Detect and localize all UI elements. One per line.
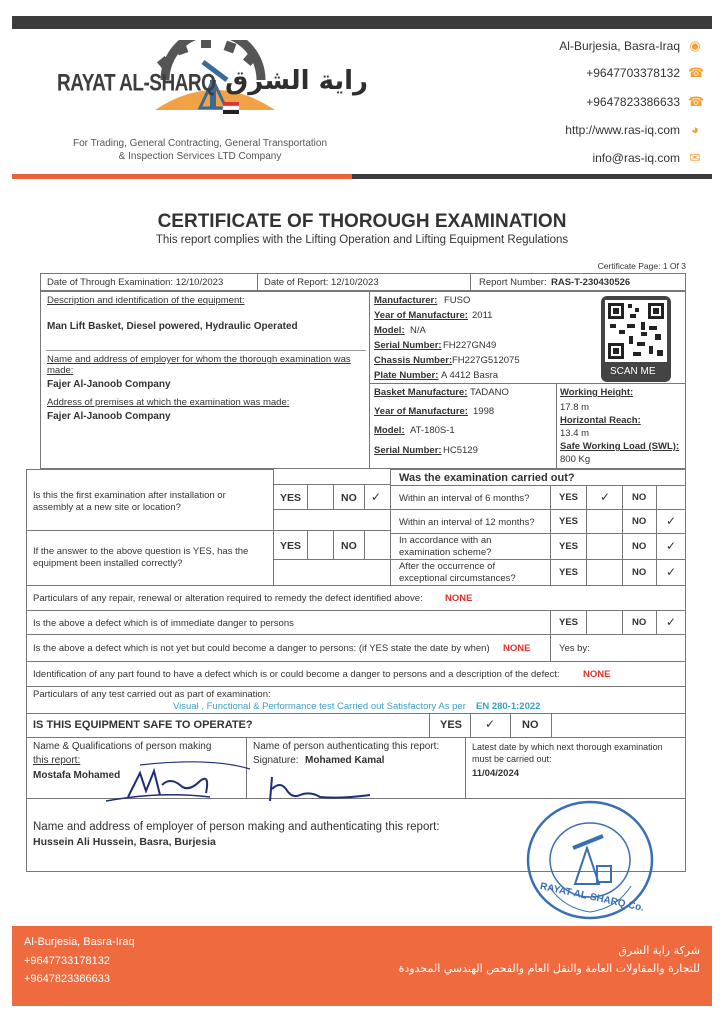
identification-text: Identification of any part found to have a defect which is or could become a danger to persons and a description of the defect: <box>33 669 560 680</box>
check-icon: ✓ <box>485 717 496 731</box>
q1-yes-box[interactable] <box>307 484 334 510</box>
scheme-yes-cell[interactable] <box>550 533 587 560</box>
safe-yes-box[interactable] <box>470 713 511 738</box>
immediate-text: Is the above a defect which is of immediate danger to persons <box>33 618 294 629</box>
scheme-yes-box[interactable] <box>586 533 623 560</box>
check-icon: ✓ <box>666 615 677 629</box>
phone-icon: ☎ <box>688 65 705 80</box>
report-number-cell <box>470 273 686 291</box>
auth-name: Mohamed Kamal <box>305 755 385 766</box>
tagline-line-1: For Trading, General Contracting, General Transportation <box>72 138 328 149</box>
basket-manufacturer-label: Basket Manufacture: <box>374 387 468 398</box>
report-number-label: Report Number: <box>479 277 547 288</box>
vehicle-plate: A 4412 Basra <box>441 370 499 381</box>
basket-model: AT-180S-1 <box>410 425 455 436</box>
interval12-no-cell[interactable] <box>622 509 657 534</box>
vehicle-chassis: FH227G512075 <box>452 355 520 366</box>
safe-no-box[interactable] <box>551 713 686 738</box>
contact-email-text[interactable]: info@ras-iq.com <box>592 151 680 165</box>
next-exam-date: 11/04/2024 <box>472 768 520 779</box>
yes-by-cell <box>550 634 686 662</box>
scheme-text: In accordance with an examination scheme? <box>399 535 492 558</box>
working-height-label: Working Height: <box>560 387 634 398</box>
q1-yes: YES <box>280 492 302 504</box>
basket-manufacturer: TADANO <box>470 387 509 398</box>
q1-blank-cell <box>273 509 391 531</box>
scheme-yes: YES <box>559 541 579 552</box>
interval6-no: NO <box>632 492 647 503</box>
safe-no-cell[interactable] <box>510 713 552 738</box>
immediate-no-cell[interactable] <box>622 610 657 635</box>
scan-me-label: SCAN ME <box>610 366 656 377</box>
notyet-row <box>26 634 551 662</box>
interval12-text: Within an interval of 12 months? <box>399 517 535 528</box>
test-standard: EN 280-1:2022 <box>476 701 541 712</box>
interval6-yes-cell[interactable] <box>550 485 587 510</box>
premises-value: Fajer Al-Janoob Company <box>47 411 171 422</box>
header-divider-orange <box>12 174 352 179</box>
certificate-subtitle: This report complies with the Lifting Operation and Lifting Equipment Regulations <box>155 234 569 246</box>
footer-phone-1[interactable]: +9647733178132 <box>24 955 110 967</box>
carried-out-header <box>390 469 686 486</box>
scheme-no-box[interactable] <box>656 533 686 560</box>
immediate-yes: YES <box>559 617 579 628</box>
repair-row <box>26 585 686 611</box>
phone-icon: ☎ <box>688 94 705 109</box>
safe-question: IS THIS EQUIPMENT SAFE TO OPERATE? <box>33 719 253 731</box>
interval6-no-cell[interactable] <box>622 485 657 510</box>
safe-question-cell <box>26 713 430 738</box>
footer-phone-2[interactable]: +9647823386633 <box>24 973 110 985</box>
exceptional-cell <box>390 559 551 586</box>
exceptional-yes-box[interactable] <box>586 559 623 586</box>
basket-serial-label: Serial Number: <box>374 445 442 456</box>
q1-no-cell[interactable] <box>333 484 365 510</box>
interval12-cell <box>390 509 551 534</box>
safe-yes: YES <box>440 719 463 731</box>
contact-website[interactable] <box>565 123 702 137</box>
vehicle-model-label: Model: <box>374 325 405 336</box>
certificate-page-number: Certificate Page: 1 Of 3 <box>597 261 686 271</box>
interval12-yes: YES <box>559 516 579 527</box>
interval12-no: NO <box>632 516 647 527</box>
report-number: RAS-T-230430526 <box>551 277 631 288</box>
scheme-no-cell[interactable] <box>622 533 657 560</box>
maker-name: Mostafa Mohamed <box>33 770 121 781</box>
contact-email[interactable] <box>592 151 702 165</box>
q2-blank-cell <box>273 559 391 586</box>
exceptional-no: NO <box>632 567 647 578</box>
interval6-text: Within an interval of 6 months? <box>399 493 530 504</box>
exam-date-cell <box>40 273 258 291</box>
identification-row <box>26 661 686 687</box>
immediate-no-box[interactable] <box>656 610 686 635</box>
employer-value: Fajer Al-Janoob Company <box>47 379 171 390</box>
q1-text: Is this the first examination after installation or assembly at a new site or location? <box>33 490 226 513</box>
check-icon: ✓ <box>371 490 382 504</box>
q1-cell <box>26 469 274 531</box>
exceptional-no-box[interactable] <box>656 559 686 586</box>
equipment-divider <box>46 350 366 351</box>
exam-date: Date of Through Examination: 12/10/2023 <box>47 277 224 288</box>
q2-yes: YES <box>280 540 302 552</box>
auth-label: Name of person authenticating this report: <box>253 741 440 752</box>
horizontal-reach-label: Horizontal Reach: <box>560 415 641 426</box>
vehicle-manufacturer: FUSO <box>444 295 471 306</box>
safe-yes-cell[interactable] <box>429 713 471 738</box>
q2-cell <box>26 530 274 586</box>
q2-no: NO <box>341 540 357 552</box>
notyet-value: NONE <box>503 643 531 654</box>
interval6-no-box[interactable] <box>656 485 686 510</box>
working-height: 17.8 m <box>560 402 590 413</box>
location-pin-icon: ◉ <box>689 38 701 53</box>
company-name-latin: RAYAT AL-SHARQ <box>57 70 216 97</box>
immediate-row <box>26 610 551 635</box>
mail-icon: ✉ <box>689 150 701 165</box>
tagline-line-2: & Inspection Services LTD Company <box>118 151 282 162</box>
qr-code-icon <box>605 300 667 362</box>
equipment-desc-label: Description and identification of the equipment: <box>47 295 245 306</box>
repair-text: Particulars of any repair, renewal or alteration required to remedy the defect identified above: <box>33 593 423 604</box>
interval6-yes-box[interactable] <box>586 485 623 510</box>
footer-arabic-tagline: للتجارة والمقاولات العامة والنقل العام والفحص الهندسي المحدودة <box>398 962 700 975</box>
auth-signature-label: Signature: <box>253 755 299 766</box>
basket-model-label: Model: <box>374 425 405 436</box>
carried-out-title: Was the examination carried out? <box>399 472 575 484</box>
premises-label: Address of premises at which the examination was made: <box>47 397 290 408</box>
vehicle-serial-label: Serial Number: <box>374 340 442 351</box>
test-value: Visual , Functional & Performance test Carried out Satisfactory As per <box>173 701 466 712</box>
interval12-yes-box[interactable] <box>586 509 623 534</box>
contact-website-text[interactable]: http://www.ras-iq.com <box>565 123 680 137</box>
stamp-text: RAYAT AL-SHARQ Co. <box>539 881 645 914</box>
vehicle-plate-label: Plate Number: <box>374 370 439 381</box>
exceptional-no-cell[interactable] <box>622 559 657 586</box>
report-date-cell <box>257 273 471 291</box>
contact-phone-2[interactable] <box>586 94 705 109</box>
company-tagline <box>54 137 346 163</box>
contact-address <box>559 39 702 53</box>
company-name-arabic: راية الشرق <box>225 66 369 96</box>
footer-arabic-company: شركة راية الشرق <box>618 944 700 957</box>
globe-icon: ◕ <box>691 122 699 137</box>
certificate-title: CERTIFICATE OF THOROUGH EXAMINATION <box>157 211 567 232</box>
safe-no: NO <box>522 719 539 731</box>
interval6-cell <box>390 485 551 510</box>
company-stamp <box>523 796 658 924</box>
notyet-text: Is the above a defect which is not yet but could become a danger to persons: (if YES state the date by when) <box>33 643 490 654</box>
interval12-no-box[interactable] <box>656 509 686 534</box>
q1-no-box[interactable] <box>364 484 391 510</box>
basket-year: 1998 <box>473 406 495 417</box>
scheme-no: NO <box>632 541 647 552</box>
contact-address-text: Al-Burjesia, Basra-Iraq <box>559 39 680 53</box>
q2-no-cell[interactable] <box>333 530 365 560</box>
swl-value: 800 Kg <box>560 454 591 465</box>
repair-value: NONE <box>445 593 473 604</box>
basket-year-label: Year of Manufacture: <box>374 406 468 417</box>
next-exam-label: Latest date by which next thorough examination must be carried out: <box>472 742 663 764</box>
vehicle-year-label: Year of Manufacture: <box>374 310 468 321</box>
q2-yes-cell[interactable] <box>273 530 308 560</box>
vehicle-chassis-label: Chassis Number: <box>374 355 453 366</box>
test-label: Particulars of any test carried out as part of examination: <box>33 689 271 700</box>
contact-phone-1[interactable] <box>586 65 705 80</box>
vehicle-serial: FH227GN49 <box>443 340 497 351</box>
immediate-yes-cell[interactable] <box>550 610 587 635</box>
report-date: Date of Report: 12/10/2023 <box>264 277 379 288</box>
q2-yes-box[interactable] <box>307 530 334 560</box>
basket-vertical-divider <box>556 383 557 469</box>
interval12-yes-cell[interactable] <box>550 509 587 534</box>
contact-phone-2-text[interactable]: +9647823386633 <box>586 95 680 109</box>
exceptional-yes: YES <box>559 567 579 578</box>
interval6-yes: YES <box>559 492 579 503</box>
check-icon: ✓ <box>666 514 677 528</box>
top-dark-bar <box>12 16 712 29</box>
q2-text: If the answer to the above question is YES, has the equipment been installed correctly? <box>33 546 249 569</box>
check-icon: ✓ <box>600 490 611 504</box>
swl-label: Safe Working Load (SWL): <box>560 441 680 452</box>
next-exam-cell <box>465 737 686 799</box>
vehicle-model: N/A <box>410 325 426 336</box>
vehicle-year: 2011 <box>472 310 493 321</box>
exceptional-yes-cell[interactable] <box>550 559 587 586</box>
maker-label-2: this report: <box>33 755 81 766</box>
q1-no: NO <box>341 492 357 504</box>
contact-phone-1-text[interactable]: +9647703378132 <box>586 66 680 80</box>
exceptional-text: After the occurrence of exceptional circumstances? <box>399 561 516 584</box>
basket-divider <box>370 383 686 384</box>
basket-serial: HC5129 <box>443 445 478 456</box>
check-icon: ✓ <box>666 565 677 579</box>
immediate-no: NO <box>632 617 647 628</box>
employer-label: Name and address of employer for whom the thorough examination was made: <box>47 354 351 376</box>
qr-code-panel[interactable] <box>601 296 671 382</box>
q1-yes-cell[interactable] <box>273 484 308 510</box>
check-icon: ✓ <box>666 539 677 553</box>
footer-address: Al-Burjesia, Basra-Iraq <box>24 936 135 948</box>
scheme-cell <box>390 533 551 560</box>
horizontal-reach: 13.4 m <box>560 428 590 439</box>
maker-label-1: Name & Qualifications of person making <box>33 741 212 752</box>
test-row <box>26 686 686 714</box>
header-divider-dark <box>352 174 712 179</box>
immediate-yes-box[interactable] <box>586 610 623 635</box>
final-employer-label: Name and address of employer of person making and authenticating this report: <box>33 821 440 833</box>
equipment-desc-value: Man Lift Basket, Diesel powered, Hydraulic Operated <box>47 321 298 332</box>
yes-by-label: Yes by: <box>559 643 590 654</box>
final-employer-value: Hussein Ali Hussein, Basra, Burjesia <box>33 836 216 848</box>
identification-value: NONE <box>583 669 611 680</box>
vehicle-manufacturer-label: Manufacturer: <box>374 295 438 306</box>
q2-no-box[interactable] <box>364 530 391 560</box>
